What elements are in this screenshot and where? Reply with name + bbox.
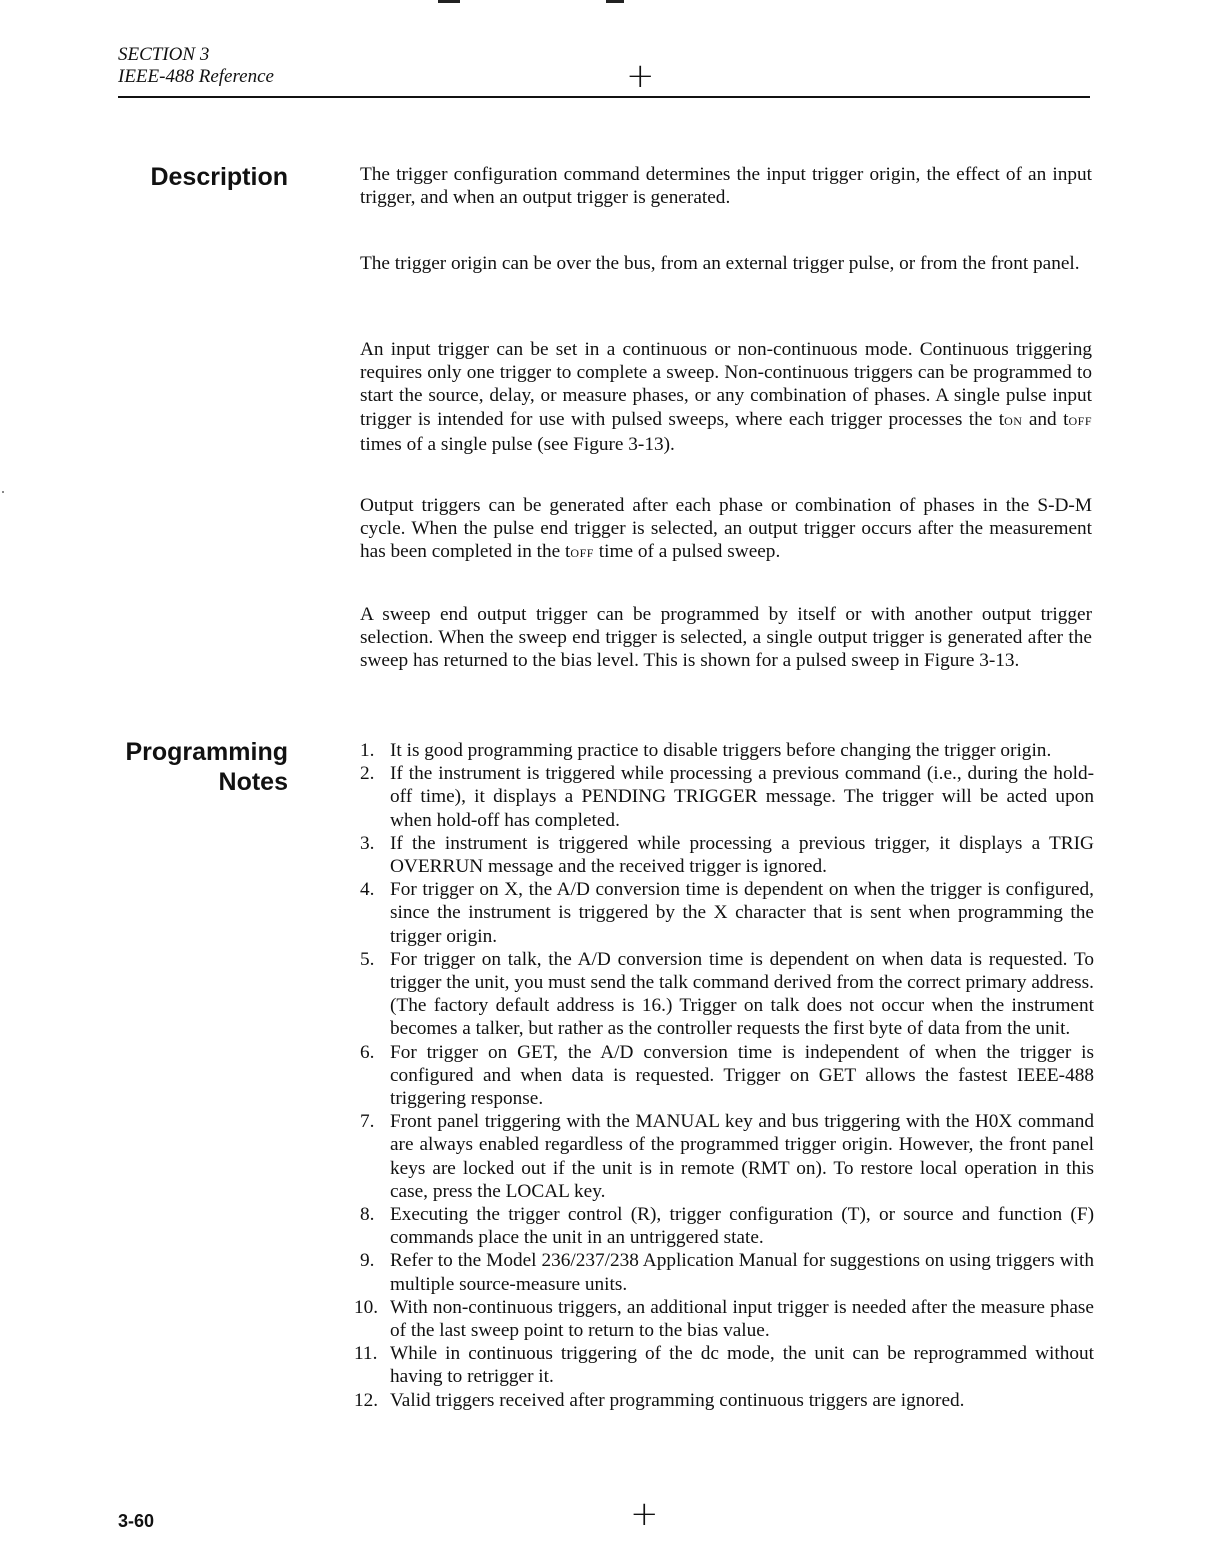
page-number: 3-60 <box>118 1511 155 1531</box>
programming-notes-list <box>354 739 1094 1412</box>
crosshair-icon: + <box>626 56 655 96</box>
list-item: 1. It is good programming practice to disable triggers before changing the trigger origin. <box>360 740 1052 761</box>
registration-mark <box>438 0 460 3</box>
programming-notes-heading: Programming Notes <box>125 738 288 796</box>
description-paragraph: The trigger origin can be over the bus, from an external trigger pulse, or from the front panel. <box>360 253 1080 274</box>
section-subtitle: IEEE-488 Reference <box>118 66 274 87</box>
registration-mark <box>606 0 624 3</box>
subscript-off: OFF <box>570 546 594 561</box>
description-paragraph: An input trigger can be set in a continuous or non-continuous mode. Continuous triggering requires only one trigger to complete a sweep. Non-continuous triggers can be programmed to start the source, delay, or measure phases, or any combination of phases. A single pulse input trigger is intended for use with pulsed sweeps, where each trigger processes the tON and tOFF times of a single pulse (see Figure 3-13). <box>360 339 1092 455</box>
list-item: 9. Refer to the Model 236/237/238 Application Manual for suggestions on using triggers with multiple source-measure units. <box>360 1250 1094 1295</box>
list-item: 2. If the instrument is triggered while processing a previous command (i.e., during the hold-off time), it displays a PENDING TRIGGER message. The trigger will be acted upon when hold-off has completed. <box>360 763 1094 831</box>
list-item: 5. For trigger on talk, the A/D conversion time is dependent on when data is requested. To trigger the unit, you must send the talk command derived from the correct primary address. (The factory default address is 16.) Trigger on talk does not occur when the instrument becomes a talker, but rather as the controller requests the first byte of data from the unit. <box>360 948 1094 1040</box>
description-paragraph: The trigger configuration command determines the input trigger origin, the effect of an input trigger, and when an output trigger is generated. <box>360 164 1092 209</box>
list-item: 7. Front panel triggering with the MANUAL key and bus triggering with the H0X command are always enabled regardless of the programmed trigger origin. However, the front panel keys are locked out if the unit is in remote (RMT on). To restore local operation in this case, press the LOCAL key. <box>360 1111 1094 1202</box>
description-heading: Description <box>150 163 288 191</box>
subscript-off: OFF <box>1068 413 1092 428</box>
description-paragraph: A sweep end output trigger can be programmed by itself or with another output trigger selection. When the sweep end trigger is selected, a single output trigger is generated after the sweep has returned to the bias level. This is shown for a pulsed sweep in Figure 3-13. <box>360 604 1092 672</box>
running-header <box>118 44 274 88</box>
description-paragraph: Output triggers can be generated after each phase or combination of phases in the S-D-M cycle. When the pulse end trigger is selected, an output trigger occurs after the measurement has been completed in the tOFF time of a pulsed sweep. <box>360 495 1092 563</box>
section-label: SECTION 3 <box>118 44 210 65</box>
list-item: 10. With non-continuous triggers, an additional input trigger is needed after the measure phase of the last sweep point to return to the bias value. <box>354 1296 1094 1342</box>
list-item: 3. If the instrument is triggered while processing a previous trigger, it displays a TRIG OVERRUN message and the received trigger is ignored. <box>360 832 1094 878</box>
subscript-on: ON <box>1004 413 1023 428</box>
header-rule <box>118 96 1090 98</box>
list-item: 4. For trigger on X, the A/D conversion time is dependent on when the trigger is configured, since the instrument is triggered by the X character that is sent when programming the trigger origin. <box>360 879 1094 947</box>
crosshair-icon: + <box>630 1494 659 1534</box>
list-item: 8. Executing the trigger control (R), trigger configuration (T), or source and function (F) commands place the unit in an untriggered state. <box>360 1204 1094 1249</box>
list-item: 12. Valid triggers received after programming continuous triggers are ignored. <box>354 1389 965 1411</box>
list-item: 11. While in continuous triggering of the dc mode, the unit can be reprogrammed without having to retrigger it. <box>354 1343 1094 1388</box>
scan-speck <box>2 491 4 493</box>
list-item: 6. For trigger on GET, the A/D conversion time is independent of when the trigger is configured and when data is requested. Trigger on GET allows the fastest IEEE-488 triggering response. <box>360 1041 1094 1110</box>
